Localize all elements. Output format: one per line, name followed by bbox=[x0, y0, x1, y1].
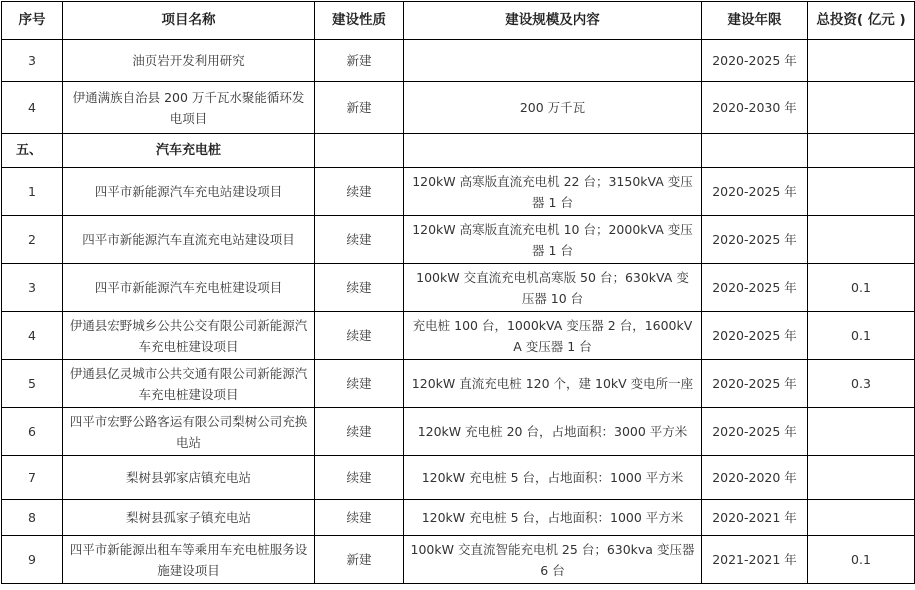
cell-project-name: 四平市新能源汽车充电站建设项目 bbox=[63, 168, 315, 216]
cell-years: 2020-2025 年 bbox=[702, 408, 808, 456]
cell-investment bbox=[808, 82, 915, 134]
table-row bbox=[2, 360, 915, 408]
cell-investment bbox=[808, 456, 915, 500]
table-header-row bbox=[2, 2, 915, 40]
cell-years: 2020-2020 年 bbox=[702, 456, 808, 500]
header-construction-years: 建设年限 bbox=[702, 2, 808, 40]
cell-no: 2 bbox=[2, 216, 63, 264]
cell-scale: 充电桩 100 台，1000kVA 变压器 2 台，1600kVA 变压器 1 台 bbox=[404, 312, 702, 360]
header-no: 序号 bbox=[2, 2, 63, 40]
cell-project-name: 四平市新能源汽车充电桩建设项目 bbox=[63, 264, 315, 312]
cell-investment: 0.1 bbox=[808, 536, 915, 584]
cell-nature: 续建 bbox=[315, 408, 404, 456]
header-total-investment: 总投资( 亿元 ) bbox=[808, 2, 915, 40]
table-row bbox=[2, 40, 915, 82]
cell-investment: 0.3 bbox=[808, 360, 915, 408]
cell-no: 8 bbox=[2, 500, 63, 536]
section-row bbox=[2, 134, 915, 168]
cell-project-name: 伊通满族自治县 200 万千瓦水聚能循环发电项目 bbox=[63, 82, 315, 134]
cell-project-name: 四平市宏野公路客运有限公司梨树公司充换电站 bbox=[63, 408, 315, 456]
table-row bbox=[2, 82, 915, 134]
cell-scale: 200 万千瓦 bbox=[404, 82, 702, 134]
cell-years: 2020-2025 年 bbox=[702, 168, 808, 216]
cell-no: 3 bbox=[2, 40, 63, 82]
table-row bbox=[2, 264, 915, 312]
cell-scale bbox=[404, 40, 702, 82]
cell-scale: 120kW 充电桩 20 台，占地面积：3000 平方米 bbox=[404, 408, 702, 456]
project-table bbox=[1, 1, 915, 584]
cell-investment bbox=[808, 168, 915, 216]
cell-no: 1 bbox=[2, 168, 63, 216]
cell-years: 2020-2025 年 bbox=[702, 312, 808, 360]
table-row bbox=[2, 456, 915, 500]
cell-no: 6 bbox=[2, 408, 63, 456]
cell-investment bbox=[808, 500, 915, 536]
table-row bbox=[2, 168, 915, 216]
cell-nature: 续建 bbox=[315, 312, 404, 360]
cell-investment: 0.1 bbox=[808, 312, 915, 360]
cell-investment bbox=[808, 408, 915, 456]
cell-years: 2020-2025 年 bbox=[702, 40, 808, 82]
cell-nature: 新建 bbox=[315, 536, 404, 584]
cell-years: 2020-2025 年 bbox=[702, 264, 808, 312]
cell-investment bbox=[808, 40, 915, 82]
cell-scale: 120kW 高寒版直流充电机 10 台；2000kVA 变压器 1 台 bbox=[404, 216, 702, 264]
cell-no: 4 bbox=[2, 82, 63, 134]
header-scale-content: 建设规模及内容 bbox=[404, 2, 702, 40]
cell-project-name: 梨树县郭家店镇充电站 bbox=[63, 456, 315, 500]
section-number: 五、 bbox=[2, 134, 63, 168]
cell-scale: 120kW 充电桩 5 台，占地面积：1000 平方米 bbox=[404, 456, 702, 500]
cell-years: 2020-2030 年 bbox=[702, 82, 808, 134]
cell-project-name: 四平市新能源汽车直流充电站建设项目 bbox=[63, 216, 315, 264]
cell-nature: 续建 bbox=[315, 360, 404, 408]
cell-nature: 续建 bbox=[315, 264, 404, 312]
cell-no: 3 bbox=[2, 264, 63, 312]
cell-nature: 续建 bbox=[315, 216, 404, 264]
cell-years: 2020-2021 年 bbox=[702, 500, 808, 536]
cell-nature: 续建 bbox=[315, 500, 404, 536]
table-row bbox=[2, 500, 915, 536]
header-project-name: 项目名称 bbox=[63, 2, 315, 40]
cell-years: 2021-2021 年 bbox=[702, 536, 808, 584]
cell-project-name: 四平市新能源出租车等乘用车充电桩服务设施建设项目 bbox=[63, 536, 315, 584]
cell-nature: 续建 bbox=[315, 168, 404, 216]
cell-scale: 120kW 高寒版直流充电机 22 台；3150kVA 变压器 1 台 bbox=[404, 168, 702, 216]
table-row bbox=[2, 312, 915, 360]
section-title: 汽车充电桩 bbox=[63, 134, 315, 168]
cell-no: 7 bbox=[2, 456, 63, 500]
cell-scale: 120kW 充电桩 5 台，占地面积：1000 平方米 bbox=[404, 500, 702, 536]
header-construction-nature: 建设性质 bbox=[315, 2, 404, 40]
cell-investment: 0.1 bbox=[808, 264, 915, 312]
cell-nature: 续建 bbox=[315, 456, 404, 500]
cell-nature: 新建 bbox=[315, 40, 404, 82]
cell-project-name: 伊通县宏野城乡公共公交有限公司新能源汽车充电桩建设项目 bbox=[63, 312, 315, 360]
cell-no: 4 bbox=[2, 312, 63, 360]
table-row bbox=[2, 536, 915, 584]
cell-project-name: 油页岩开发利用研究 bbox=[63, 40, 315, 82]
cell-scale: 100kW 交直流智能充电机 25 台；630kva 变压器 6 台 bbox=[404, 536, 702, 584]
cell-project-name: 梨树县孤家子镇充电站 bbox=[63, 500, 315, 536]
table-row bbox=[2, 408, 915, 456]
cell-investment bbox=[808, 216, 915, 264]
cell-project-name: 伊通县亿灵城市公共交通有限公司新能源汽车充电桩建设项目 bbox=[63, 360, 315, 408]
table-row bbox=[2, 216, 915, 264]
cell-years: 2020-2025 年 bbox=[702, 360, 808, 408]
cell-years: 2020-2025 年 bbox=[702, 216, 808, 264]
cell-nature: 新建 bbox=[315, 82, 404, 134]
cell-no: 9 bbox=[2, 536, 63, 584]
cell-scale: 120kW 直流充电桩 120 个，建 10kV 变电所一座 bbox=[404, 360, 702, 408]
cell-no: 5 bbox=[2, 360, 63, 408]
cell-scale: 100kW 交直流充电机高寒版 50 台；630kVA 变压器 10 台 bbox=[404, 264, 702, 312]
